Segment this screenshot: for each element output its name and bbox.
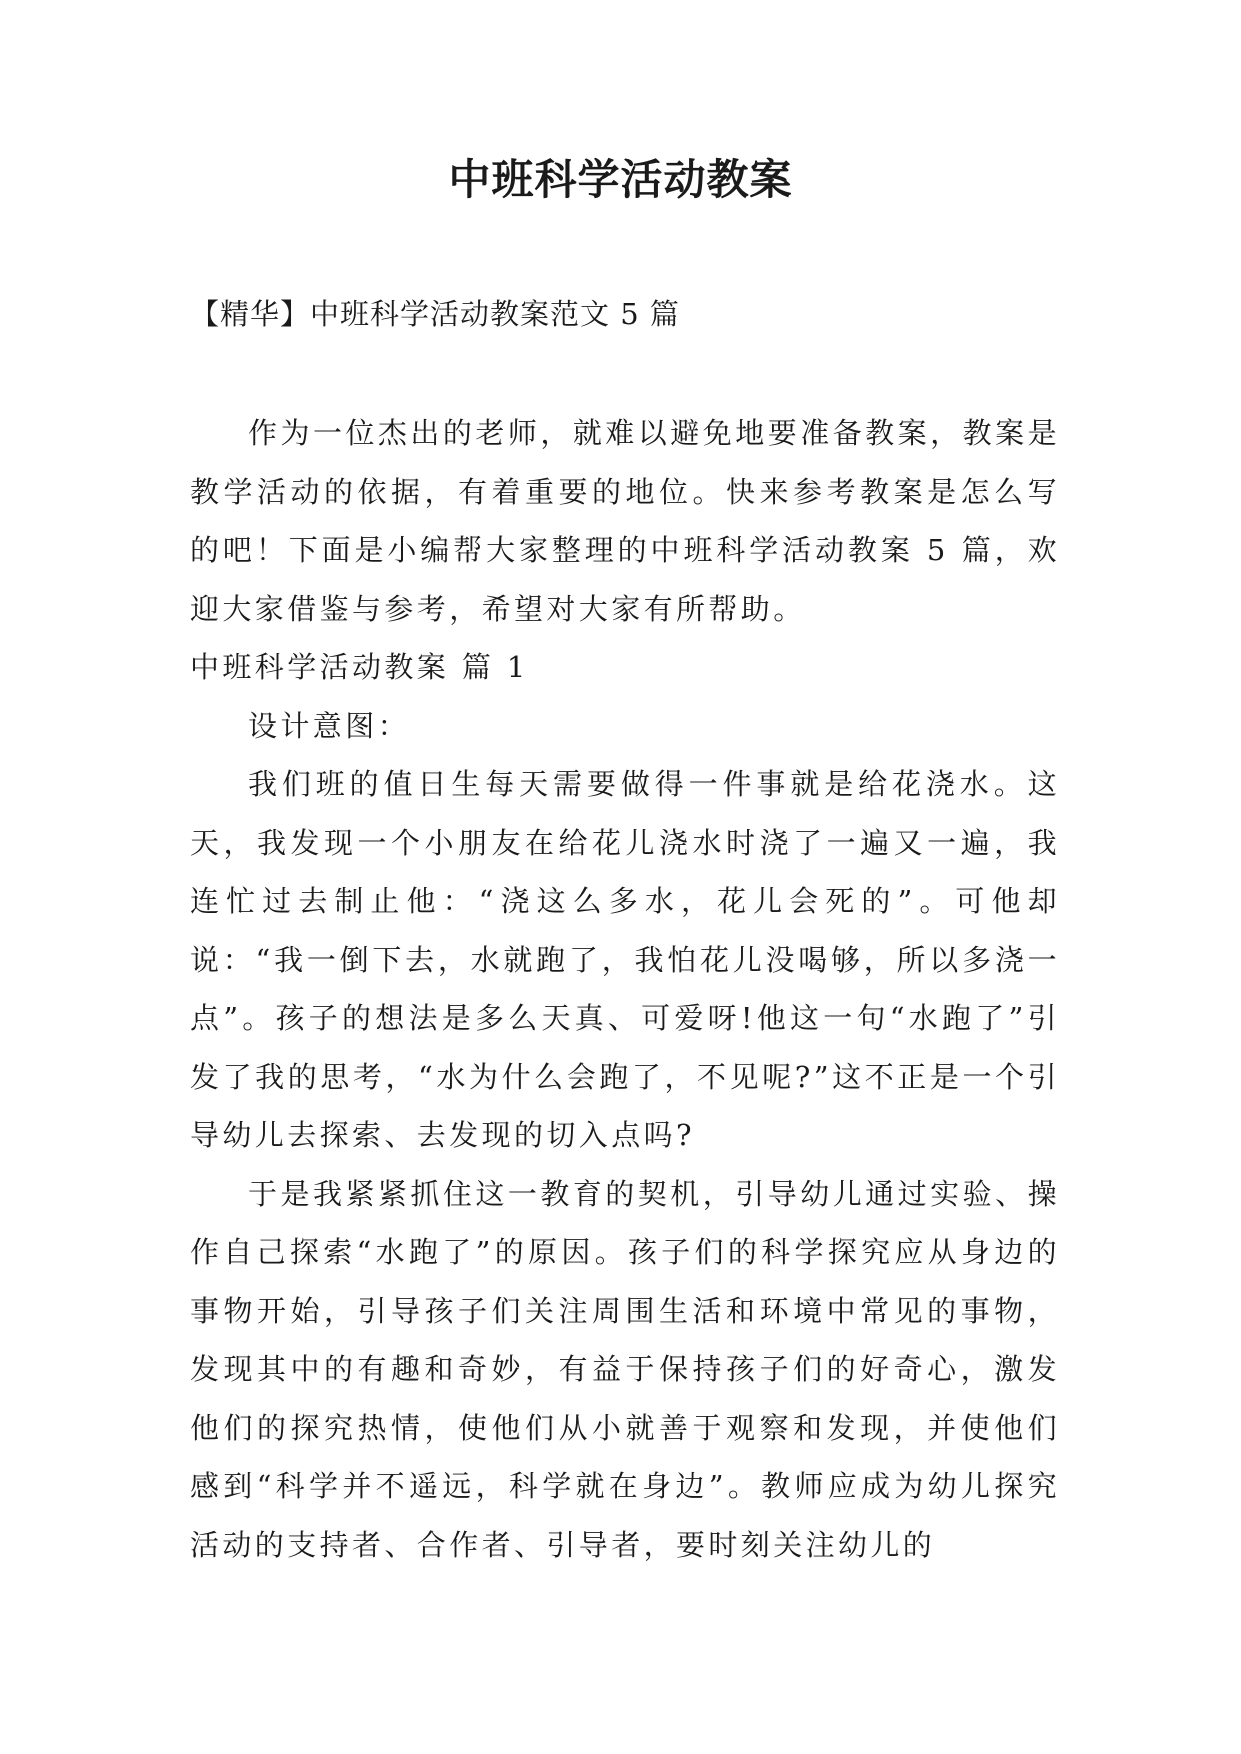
body-paragraph-1: 我们班的值日生每天需要做得一件事就是给花浇水。这天，我发现一个小朋友在给花儿浇水时浇了一遍又一遍，我连忙过去制止他：“浇这么多水，花儿会死的”。可他却说：“我一倒下去，水就跑了，我怕花儿没喝够，所以多浇一点”。孩子的想法是多么天真、可爱呀!他这一句“水跑了”引发了我的思考，“水为什么会跑了，不见呢?”这不正是一个引导幼儿去探索、去发现的切入点吗?	[190, 767, 1060, 1152]
intro-paragraph: 作为一位杰出的老师，就难以避免地要准备教案，教案是教学活动的依据，有着重要的地位。快来参考教案是怎么写的吧！下面是小编帮大家整理的中班科学活动教案 5 篇，欢迎大家借鉴与参考，希望对大家有所帮助。	[190, 416, 1060, 626]
document-subtitle: 【精华】中班科学活动教案范文 5 篇	[190, 297, 680, 331]
section-heading: 中班科学活动教案 篇 1	[190, 650, 529, 684]
document-body	[190, 404, 1060, 1574]
document-title: 中班科学活动教案	[448, 155, 793, 204]
design-intent-label: 设计意图：	[248, 708, 411, 743]
body-paragraph-2: 于是我紧紧抓住这一教育的契机，引导幼儿通过实验、操作自己探索“水跑了”的原因。孩子们的科学探究应从身边的事物开始，引导孩子们关注周围生活和环境中常见的事物，发现其中的有趣和奇妙，有益于保持孩子们的好奇心，激发他们的探究热情，使他们从小就善于观察和发现，并使他们感到“科学并不遥远，科学就在身边”。教师应成为幼儿探究活动的支持者、合作者、引导者，要时刻关注幼儿的	[190, 1176, 1060, 1562]
